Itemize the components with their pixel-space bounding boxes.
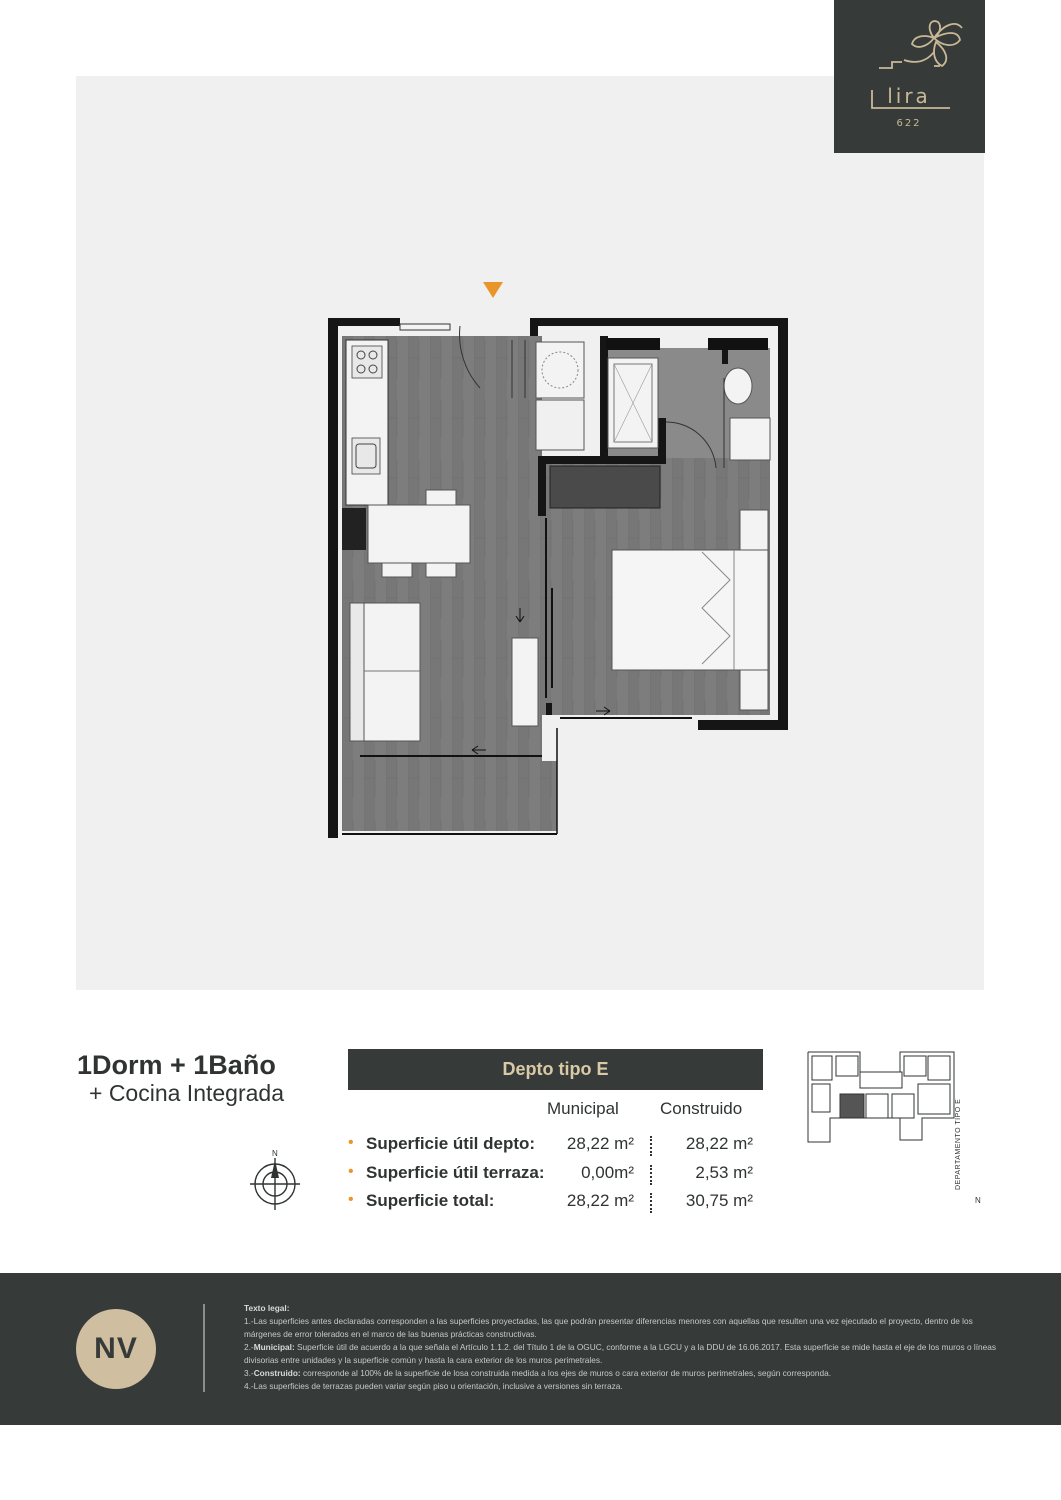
legal-item-4: 4.-Las superficies de terrazas pueden variar según piso u orientación, inclusive a versiones sin terraza. — [244, 1381, 623, 1391]
area-municipal: 28,22 m² — [566, 1134, 634, 1153]
area-label: Superficie útil depto: — [366, 1134, 536, 1153]
area-row — [348, 1191, 768, 1215]
column-divider — [650, 1136, 652, 1156]
column-divider — [650, 1193, 652, 1213]
keyplan-north-label: N — [975, 1196, 981, 1205]
compass-north-label: N — [272, 1149, 278, 1158]
column-divider — [650, 1165, 652, 1185]
unit-subtitle: + Cocina Integrada — [89, 1080, 284, 1106]
legal-text — [244, 1302, 1004, 1393]
area-construido: 28,22 m² — [685, 1134, 753, 1153]
brand-logo — [834, 0, 985, 153]
area-row — [348, 1134, 768, 1158]
col-construido-header: Construido — [660, 1099, 743, 1118]
unit-type-bar: Depto tipo E — [348, 1049, 763, 1090]
floorplan-drawing — [320, 318, 792, 840]
area-municipal: 28,22 m² — [566, 1191, 634, 1210]
legal-title: Texto legal: — [244, 1303, 290, 1313]
area-construido: 30,75 m² — [685, 1191, 753, 1210]
legal-item-2: 2.-Municipal: Superficie útil de acuerdo a la que señala el Artículo 1.1.2. del Título 1 de la OGUC, conforme a la LGCU y a la DDU de 16.06.2017. Esta superficie se mide hasta el eje de los muros o líneas divisorias entre unidades y la superficie común y hasta la cara exterior de los muros perimetrales. — [244, 1342, 997, 1365]
legal-item-1: 1.-Las superficies antes declaradas corresponden a las superficies proyectadas, las que podrán presentar diferencias menores con aquellas que resulten una vez ejecutado el proyecto, dentro de los márgenes de error tolerados en el marco de las buenas prácticas constructivas. — [244, 1316, 973, 1339]
nv-badge: NV — [76, 1309, 156, 1389]
brand-name: lira — [887, 84, 931, 108]
footer-divider — [203, 1304, 205, 1392]
area-construido: 2,53 m² — [695, 1163, 753, 1182]
area-row — [348, 1163, 768, 1187]
compass-icon — [248, 1148, 302, 1212]
area-municipal: 0,00m² — [581, 1163, 634, 1182]
entry-arrow-icon — [483, 282, 503, 298]
legal-item-3: 3.-Construido: corresponde al 100% de la superficie de losa construida medida a los ejes de muros o cara exterior de muros perimetrales, según corresponda. — [244, 1368, 832, 1378]
bullet-icon: • — [348, 1191, 354, 1208]
bullet-icon: • — [348, 1163, 354, 1180]
area-label: Superficie total: — [366, 1191, 495, 1210]
keyplan-label: DEPARTAMENTO TIPO E — [955, 1098, 962, 1190]
unit-title: 1Dorm + 1Baño — [77, 1050, 276, 1080]
area-label: Superficie útil terraza: — [366, 1163, 545, 1182]
brand-number: 622 — [896, 118, 922, 129]
col-municipal-header: Municipal — [547, 1099, 619, 1118]
bullet-icon: • — [348, 1134, 354, 1151]
keyplan-diagram — [800, 1048, 956, 1148]
